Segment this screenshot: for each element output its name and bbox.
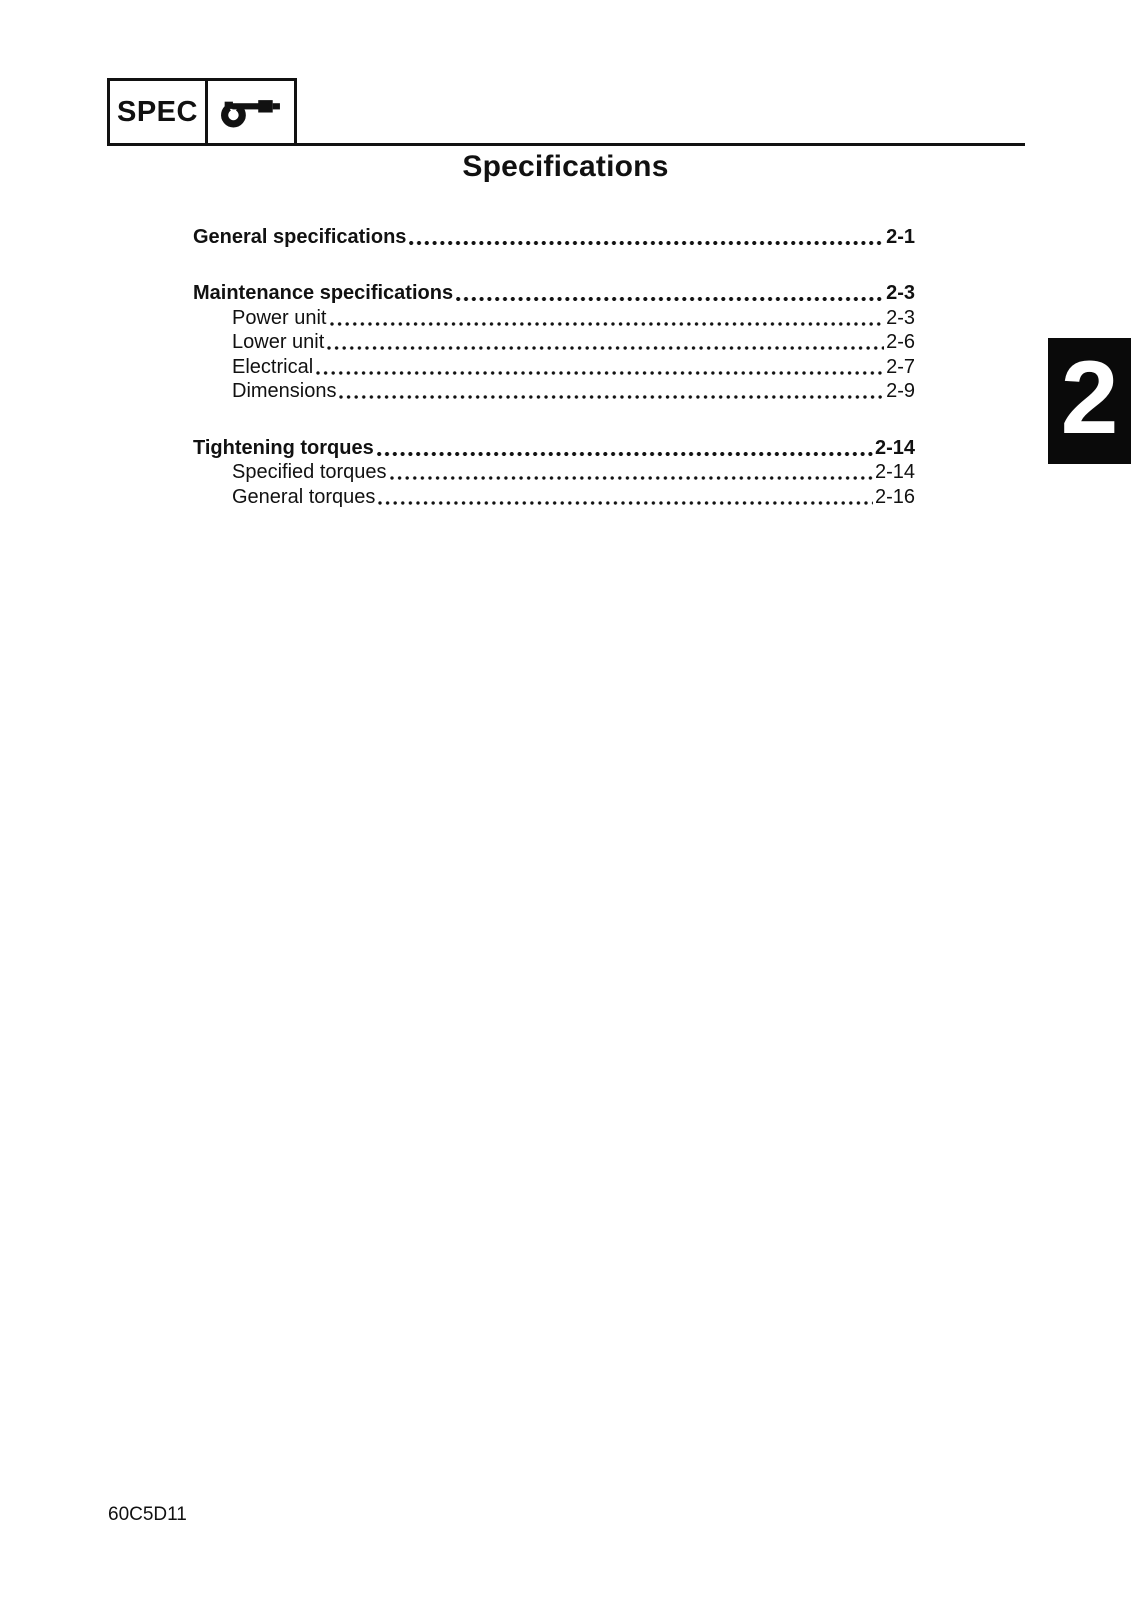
toc-entry-label: Tightening torques xyxy=(193,436,374,459)
toc-entry-label: Maintenance specifications xyxy=(193,282,454,305)
dot-leader xyxy=(316,371,884,375)
toc-entry-label: General torques xyxy=(232,485,376,508)
toc-entry-page: 2-14 xyxy=(874,461,915,484)
dot-leader xyxy=(377,452,873,456)
toc-entry-page: 2-7 xyxy=(886,355,915,378)
toc-entry-page: 2-3 xyxy=(886,306,915,329)
toc-entry-label: Dimensions xyxy=(232,380,337,403)
dot-leader xyxy=(390,476,873,480)
spec-label: SPEC xyxy=(110,81,208,143)
dot-leader xyxy=(330,322,885,326)
dot-leader xyxy=(327,346,884,350)
dot-leader xyxy=(378,501,873,505)
dot-leader xyxy=(339,395,884,399)
toc-entry-page: 2-3 xyxy=(886,282,915,305)
toc-entry-page: 2-1 xyxy=(886,225,915,248)
toc-entry-electrical[interactable] xyxy=(193,355,915,380)
toc-entry-lower-unit[interactable] xyxy=(193,331,915,356)
toc-entry-page: 2-16 xyxy=(874,485,915,508)
toc-entry-label: Lower unit xyxy=(232,331,325,354)
dot-leader xyxy=(409,241,884,245)
micrometer-icon xyxy=(208,81,294,143)
toc-entry-page: 2-14 xyxy=(874,436,915,459)
page-title: Specifications xyxy=(462,150,669,183)
toc-entry-page: 2-9 xyxy=(886,380,915,403)
toc-entry-tightening-torques[interactable] xyxy=(193,436,915,461)
chapter-number-tab: 2 xyxy=(1048,338,1131,464)
table-of-contents xyxy=(193,225,915,510)
header-rule xyxy=(107,143,1025,146)
toc-entry-specified-torques[interactable] xyxy=(193,461,915,486)
toc-entry-dimensions[interactable] xyxy=(193,380,915,405)
toc-entry-general-specifications[interactable] xyxy=(193,225,915,250)
toc-entry-maintenance-specifications[interactable] xyxy=(193,282,915,307)
toc-entry-page: 2-6 xyxy=(886,331,915,354)
toc-entry-general-torques[interactable] xyxy=(193,485,915,510)
spec-header-tab xyxy=(107,78,297,146)
document-code: 60C5D11 xyxy=(108,1504,187,1525)
dot-leader xyxy=(456,297,884,301)
toc-entry-label: Electrical xyxy=(232,355,314,378)
toc-entry-power-unit[interactable] xyxy=(193,306,915,331)
toc-entry-label: General specifications xyxy=(193,225,407,248)
toc-entry-label: Power unit xyxy=(232,306,327,329)
toc-entry-label: Specified torques xyxy=(232,461,387,484)
